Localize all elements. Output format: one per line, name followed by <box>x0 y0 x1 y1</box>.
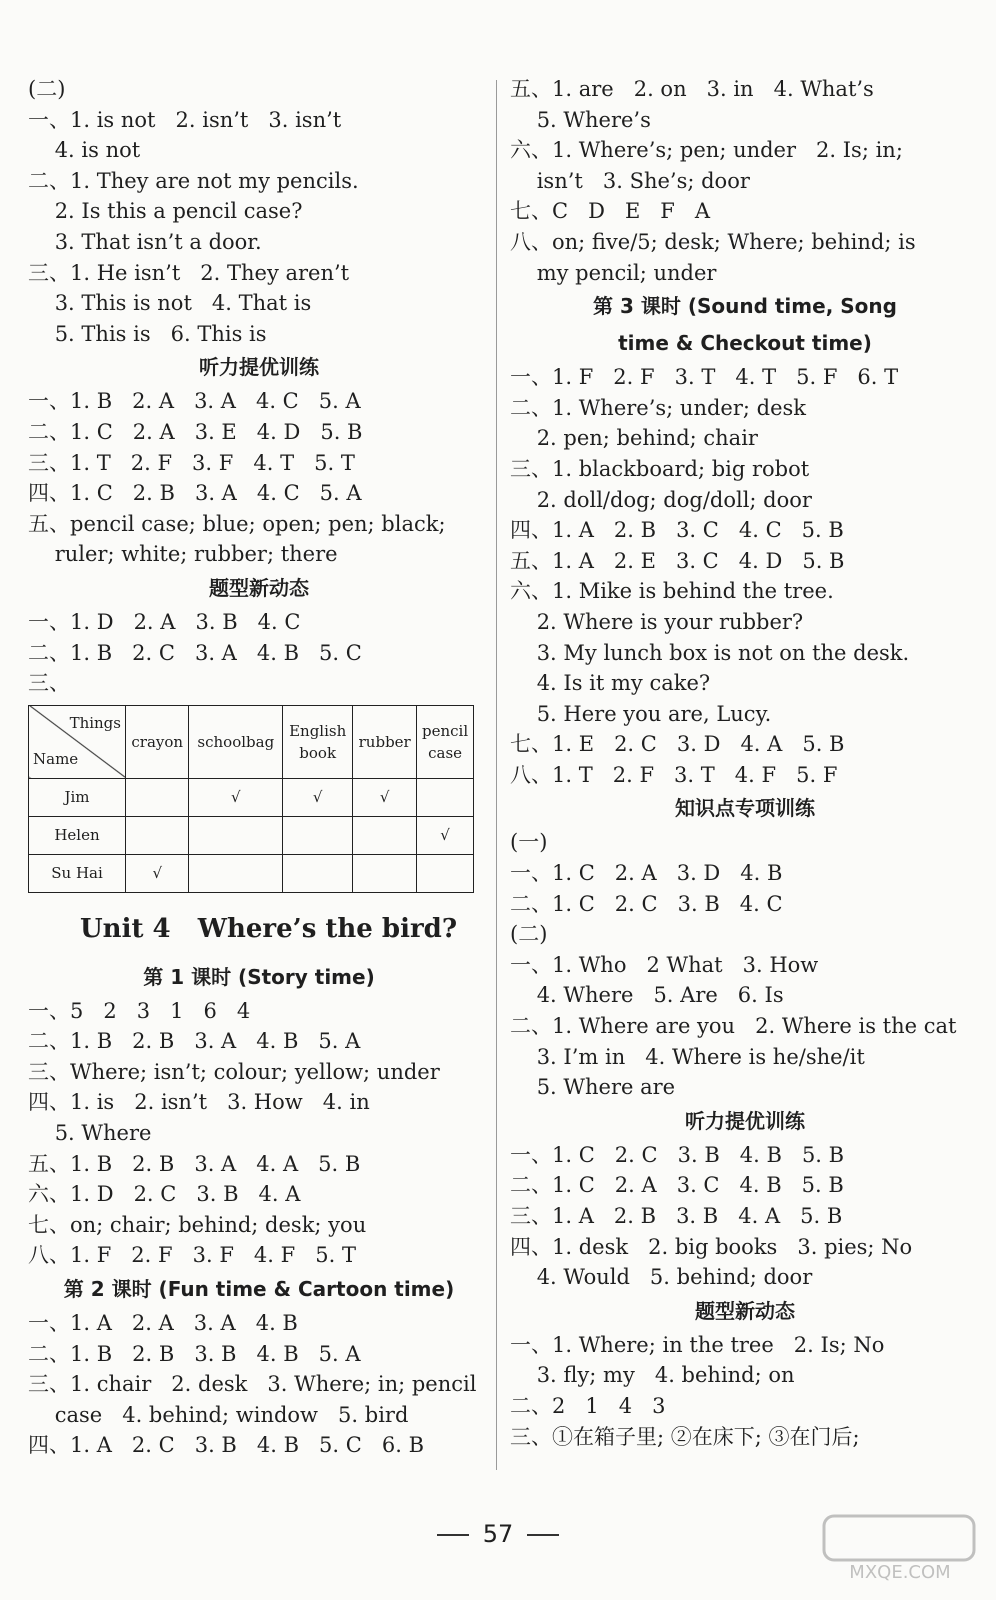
things-name-table <box>28 705 474 893</box>
answer-line: 二、1. Where are you 2. Where is the cat <box>510 1014 957 1039</box>
answer-line: 3. fly; my 4. behind; on <box>510 1363 795 1388</box>
answer-line: 三、①在箱子里; ②在床下; ③在门后; <box>510 1424 860 1449</box>
table-row-name: Jim <box>29 778 126 816</box>
table-row-name: Helen <box>29 816 126 854</box>
answer-line: 七、1. E 2. C 3. D 4. A 5. B <box>510 732 845 757</box>
answer-line: 一、1. Where; in the tree 2. Is; No <box>510 1332 885 1357</box>
answer-line: 六、1. Where’s; pen; under 2. Is; in; <box>510 138 903 163</box>
answer-line: 二、1. C 2. C 3. B 4. C <box>510 891 783 916</box>
corner-label-things: Things <box>69 713 121 732</box>
answer-line: 一、1. is not 2. isn’t 3. isn’t <box>28 107 342 132</box>
answer-line: (二) <box>510 922 548 947</box>
answer-line: my pencil; under <box>510 260 717 285</box>
answer-line: 4. is not <box>28 138 141 163</box>
answer-line: 一、1. Who 2 What 3. How <box>510 952 819 977</box>
answer-line: case 4. behind; window 5. bird <box>28 1402 409 1427</box>
table-row-name: Su Hai <box>29 854 126 892</box>
table-cell-check: √ <box>283 778 353 816</box>
answer-line: 四、1. desk 2. big books 3. pies; No <box>510 1234 913 1259</box>
table-cell-check <box>353 816 417 854</box>
section-heading: 第 2 课时 (Fun time & Cartoon time) <box>63 1277 455 1302</box>
section-heading: 第 3 课时 (Sound time, Song <box>593 294 897 319</box>
table-cell-check: √ <box>189 778 283 816</box>
answer-line: 二、1. B 2. B 3. B 4. B 5. A <box>28 1341 361 1366</box>
answer-line: (二) <box>28 77 66 101</box>
answer-line: 2. doll/dog; dog/doll; door <box>510 487 812 512</box>
answer-line: 一、1. B 2. A 3. A 4. C 5. A <box>28 389 361 414</box>
answer-line: 八、1. F 2. F 3. F 4. F 5. T <box>28 1243 356 1268</box>
corner-label-name: Name <box>33 749 79 768</box>
answer-line: 一、1. D 2. A 3. B 4. C <box>28 609 301 634</box>
table-column-header: crayon <box>126 705 189 778</box>
answer-line: 3. This is not 4. That is <box>28 291 312 316</box>
answer-line: 一、1. C 2. A 3. D 4. B <box>510 861 783 886</box>
section-heading: 第 1 课时 (Story time) <box>143 964 375 989</box>
answer-line: 三、1. T 2. F 3. F 4. T 5. T <box>28 450 355 475</box>
answer-line: 八、1. T 2. F 3. T 4. F 5. F <box>510 762 838 787</box>
answer-line: 八、on; five/5; desk; Where; behind; is <box>510 229 916 254</box>
table-row <box>29 778 474 816</box>
answer-line: 5. Here you are, Lucy. <box>510 701 772 726</box>
answer-line: 一、1. F 2. F 3. T 4. T 5. F 6. T <box>510 365 899 390</box>
answer-line: 3. My lunch box is not on the desk. <box>510 640 910 665</box>
section-heading: 题型新动态 <box>695 1298 795 1323</box>
answer-line: 四、1. C 2. B 3. A 4. C 5. A <box>28 481 362 506</box>
watermark-logo-icon <box>820 1514 980 1584</box>
answer-line: 七、C D E F A <box>510 199 711 224</box>
table-column-header: rubber <box>353 705 417 778</box>
answer-line: 一、5 2 3 1 6 4 <box>28 998 251 1023</box>
answer-line: 5. This is 6. This is <box>28 321 267 346</box>
table-row <box>29 854 474 892</box>
watermark-text: MXQE.COM <box>849 1562 951 1583</box>
answer-line: 4. Where 5. Are 6. Is <box>510 983 784 1008</box>
answer-line: 六、1. Mike is behind the tree. <box>510 579 834 604</box>
answer-line: 五、pencil case; blue; open; pen; black; <box>28 511 446 536</box>
answer-line: 三、1. He isn’t 2. They aren’t <box>28 260 350 285</box>
table-cell-check <box>126 816 189 854</box>
answer-line: 三、1. blackboard; big robot <box>510 456 810 481</box>
table-cell-check <box>189 854 283 892</box>
answer-line: 七、on; chair; behind; desk; you <box>28 1212 367 1237</box>
table-cell-check <box>417 778 474 816</box>
table-cell-check <box>417 854 474 892</box>
footer-dash-right <box>527 1534 559 1536</box>
answer-line: (一) <box>510 830 548 855</box>
answer-line: 二、1. C 2. A 3. C 4. B 5. B <box>510 1173 844 1198</box>
table-cell-check: √ <box>417 816 474 854</box>
table-column-header: English book <box>283 705 353 778</box>
answer-line: 4. Would 5. behind; door <box>510 1265 813 1290</box>
answer-line: 四、1. A 2. B 3. C 4. C 5. B <box>510 518 844 543</box>
table-cell-check: √ <box>353 778 417 816</box>
watermark-logo <box>820 1514 980 1584</box>
section-heading: 题型新动态 <box>209 575 309 600</box>
unit-title: Unit 4 Where’s the bird? <box>80 913 458 944</box>
answer-line: 五、1. are 2. on 3. in 4. What’s <box>510 77 874 101</box>
answer-line: 三、Where; isn’t; colour; yellow; under <box>28 1059 440 1084</box>
answer-line: 一、1. A 2. A 3. A 4. B <box>28 1311 298 1336</box>
column-divider <box>496 80 497 1470</box>
table-column-header: pencil case <box>417 705 474 778</box>
answer-line: 二、1. Where’s; under; desk <box>510 395 806 420</box>
answer-line: 四、1. A 2. C 3. B 4. B 5. C 6. B <box>28 1433 424 1458</box>
section-heading: 知识点专项训练 <box>675 796 815 821</box>
answer-line: 5. Where <box>28 1121 152 1146</box>
table-corner-cell <box>29 705 126 778</box>
answer-line: isn’t 3. She’s; door <box>510 168 750 193</box>
answer-line: 二、1. B 2. C 3. A 4. B 5. C <box>28 640 362 665</box>
footer-dash-left <box>437 1534 469 1536</box>
answer-line: 三、1. A 2. B 3. B 4. A 5. B <box>510 1204 843 1228</box>
answer-line: 5. Where are <box>510 1075 676 1100</box>
answer-line: 3. That isn’t a door. <box>28 229 262 254</box>
section-heading: 听力提优训练 <box>685 1108 805 1133</box>
page-number: 57 <box>482 1520 514 1548</box>
answer-line: 五、1. A 2. E 3. C 4. D 5. B <box>510 548 845 573</box>
table-row <box>29 816 474 854</box>
table-cell-check: √ <box>126 854 189 892</box>
left-column <box>28 74 490 1461</box>
answer-line: 二、2 1 4 3 <box>510 1393 666 1418</box>
answer-line: 二、1. B 2. B 3. A 4. B 5. A <box>28 1029 361 1054</box>
answer-line: 六、1. D 2. C 3. B 4. A <box>28 1182 301 1207</box>
answer-line: 2. Where is your rubber? <box>510 609 804 634</box>
answer-line: 一、1. C 2. C 3. B 4. B 5. B <box>510 1142 845 1167</box>
table-cell-check <box>283 854 353 892</box>
answer-line: 三、 <box>28 671 70 696</box>
answer-line: 二、1. They are not my pencils. <box>28 168 359 193</box>
table-column-header: schoolbag <box>189 705 283 778</box>
answer-line: 4. Is it my cake? <box>510 671 711 696</box>
answer-line: 二、1. C 2. A 3. E 4. D 5. B <box>28 419 363 444</box>
section-heading: time & Checkout time) <box>618 331 872 356</box>
answer-line: ruler; white; rubber; there <box>28 542 338 567</box>
answer-line: 2. Is this a pencil case? <box>28 199 303 224</box>
table-cell-check <box>189 816 283 854</box>
table-cell-check <box>283 816 353 854</box>
answer-line: 5. Where’s <box>510 107 651 132</box>
answer-line: 五、1. B 2. B 3. A 4. A 5. B <box>28 1151 361 1176</box>
right-column <box>510 74 980 1452</box>
section-heading: 听力提优训练 <box>199 355 319 380</box>
answer-line: 3. I’m in 4. Where is he/she/it <box>510 1044 865 1069</box>
table-cell-check <box>126 778 189 816</box>
answer-line: 三、1. chair 2. desk 3. Where; in; pencil <box>28 1372 477 1397</box>
table-cell-check <box>353 854 417 892</box>
answer-line: 四、1. is 2. isn’t 3. How 4. in <box>28 1090 370 1115</box>
answer-line: 2. pen; behind; chair <box>510 426 758 451</box>
